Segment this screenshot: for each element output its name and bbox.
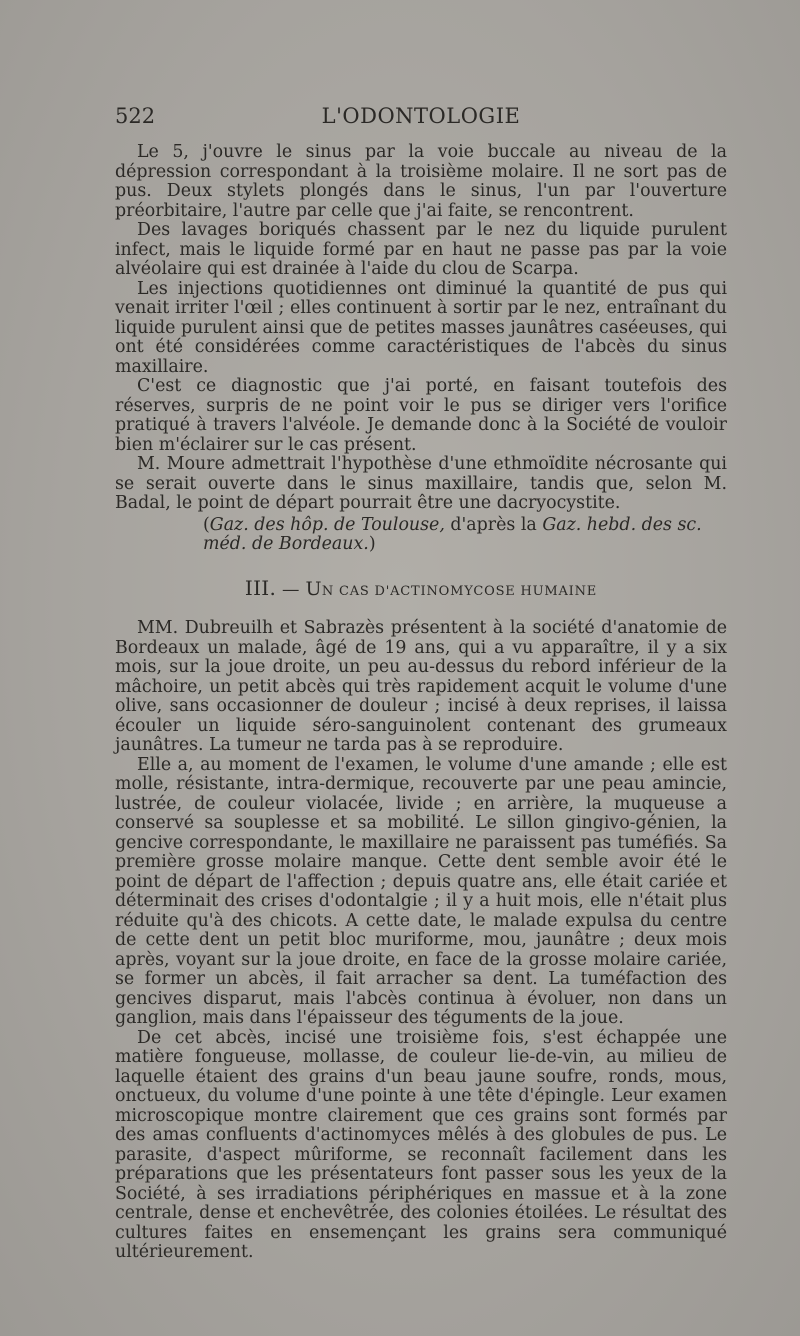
paragraph: De cet abcès, incisé une troisième fois, s'est échappée une matière fongueuse, mollasse, de couleur lie-de-vin, au milieu de laquelle étaient des grains d'un beau jaune soufre, ronds, mous, onctueux, du volume d'une pointe à une tête d'épingle. Leur examen microscopique montre clairement que ces grains sont formés par des amas confluents d'actinomyces mêlés à des globules de pus. Le parasite, d'aspect mûriforme, se reconnaît facilement dans les préparations que les présentateurs font passer sous les yeux de la Société, à ses irradiations périphériques en massue et à la zone centrale, dense et enchevêtrée, des colonies étoilées. Le résultat des cultures faites en ensemençant les grains sera communiqué ultérieurement. — [115, 1027, 727, 1262]
citation-middle: d'après la — [444, 514, 543, 535]
running-head: L'ODONTOLOGIE — [321, 104, 521, 128]
citation-source-2: Gaz. hebd. des sc. méd. de Bordeaux. — [203, 514, 702, 554]
section-title — [115, 575, 727, 602]
source-citation — [115, 516, 727, 555]
citation-close: ) — [368, 534, 376, 554]
section-title-text: N CAS D'ACTINOMYCOSE HUMAINE — [321, 583, 598, 599]
section-numeral: III. — [244, 575, 277, 600]
section-first-letter: U — [305, 577, 322, 600]
paragraph: M. Moure admettrait l'hypothèse d'une ethmoïdite nécrosante qui se serait ouverte dans le sinus maxillaire, tandis que, selon M. Badal, le point de départ pourrait être une dacryocystite. — [115, 454, 727, 513]
body-text — [115, 143, 727, 1263]
paragraph: Le 5, j'ouvre le sinus par la voie buccale au niveau de la dépression correspondant à la troisième molaire. Il ne sort pas de pus. Deux stylets plongés dans le sinus, l'un par l'ouverture préorbitaire, l'autre par celle que j'ai faite, se rencontrent. — [115, 142, 727, 221]
paragraph: Elle a, au moment de l'examen, le volume d'une amande ; elle est molle, résistante, intra-dermique, recouverte par une peau amincie, lustrée, de couleur violacée, livide ; en arrière, la muqueuse a conservé sa souplesse et sa mobilité. Le sillon gingivo-génien, la gencive correspondante, le maxillaire ne paraissent pas tuméfiés. Sa première grosse molaire manque. Cette dent semble avoir été le point de départ de l'affection ; depuis quatre ans, elle était cariée et déterminait des crises d'odontalgie ; il y a huit mois, elle n'était plus réduite qu'à des chicots. A cette date, le malade expulsa du centre de cette dent un petit bloc muriforme, mou, jaunâtre ; deux mois après, voyant sur la joue droite, en face de la grosse molaire cariée, se former un abcès, il fait arracher sa dent. La tuméfaction des gencives disparut, mais l'abcès continua à évoluer, non dans un ganglion, mais dans l'épaisseur des téguments de la joue. — [115, 754, 727, 1028]
page-header — [115, 104, 727, 134]
citation-source-1: Gaz. des hôp. de Toulouse, — [209, 514, 445, 535]
citation-open: ( — [203, 514, 210, 535]
paragraph: C'est ce diagnostic que j'ai porté, en faisant toutefois des réserves, surpris de ne point voir le pus se diriger vers l'orifice pratiqué à travers l'alvéole. Je demande donc à la Société de vouloir bien m'éclairer sur le cas présent. — [115, 376, 727, 455]
paragraph: Des lavages boriqués chassent par le nez du liquide purulent infect, mais le liquide formé par en haut ne passe pas par la voie alvéolaire qui est drainée à l'aide du clou de Scarpa. — [115, 220, 727, 279]
paragraph: MM. Dubreuilh et Sabrazès présentent à la société d'anatomie de Bordeaux un malade, âgé de 19 ans, qui a vu apparaître, il y a six mois, sur la joue droite, un peu au-dessus du rebord inférieur de la mâchoire, un petit abcès qui très rapidement acquit le volume d'une olive, sans occasionner de douleur ; incisé à deux reprises, il laissa écouler un liquide séro-sanguinolent contenant des grumeaux jaunâtres. La tumeur ne tarda pas à se reproduire. — [115, 618, 727, 755]
page-number: 522 — [115, 104, 156, 128]
paragraph: Les injections quotidiennes ont diminué la quantité de pus qui venait irriter l'œil ; elles continuent à sortir par le nez, entraînant du liquide purulent ainsi que de petites masses jaunâtres caséeuses, qui ont été considérées comme caractéristiques de l'abcès du sinus maxillaire. — [115, 278, 727, 377]
section-dash: — — [276, 579, 306, 600]
